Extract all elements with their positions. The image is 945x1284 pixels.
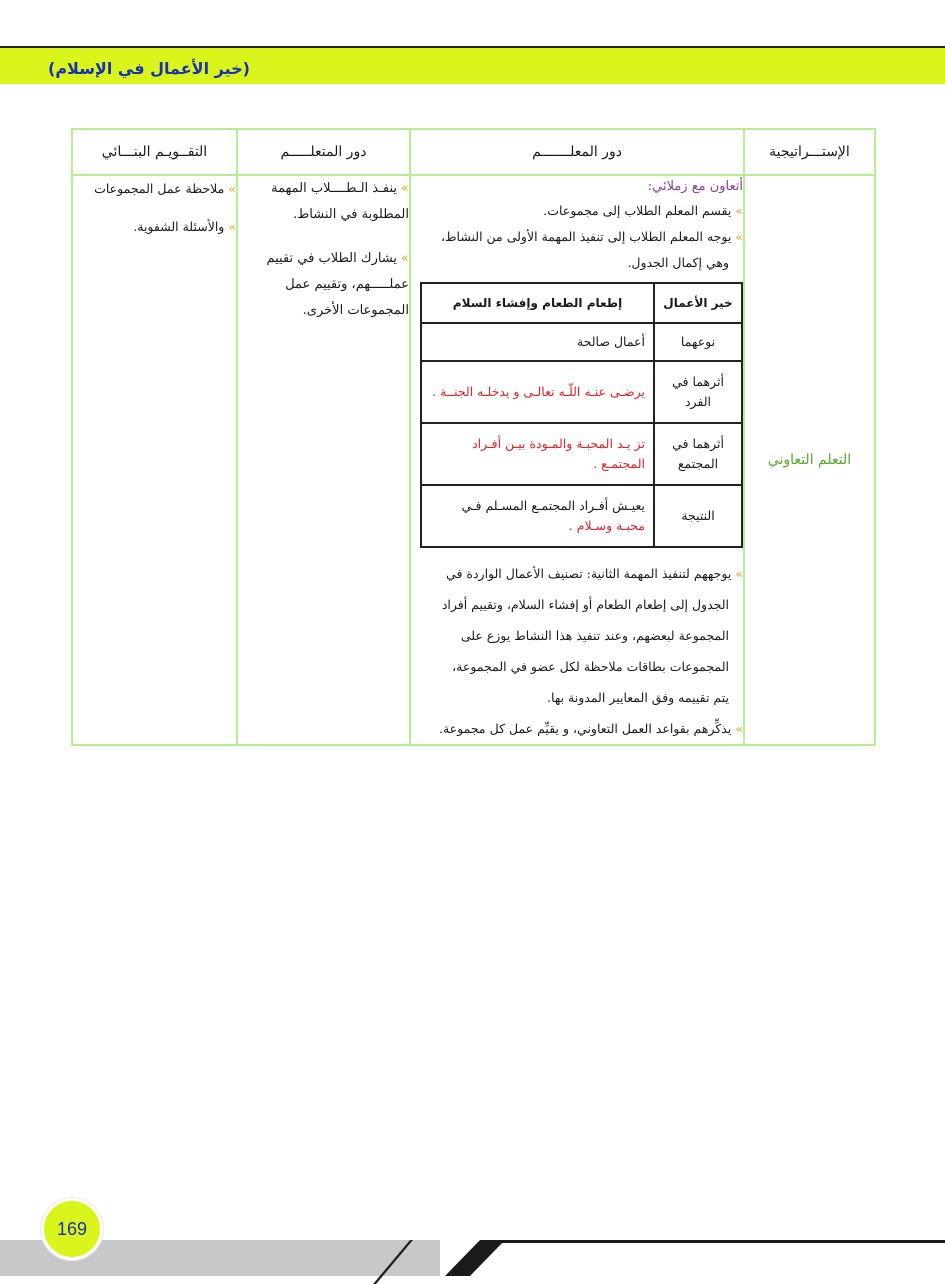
teacher-role-cell [410,175,744,745]
row-value: أعمال صالحة [421,323,654,361]
page-title: (خير الأعمال في الإسلام) [48,59,250,78]
table-row [421,423,742,485]
footer-rule [493,1240,945,1243]
learner-role-cell [237,175,410,745]
assessment-cell [72,175,237,745]
bullet-icon: » [735,229,743,244]
bullet-icon: » [401,181,409,196]
bullet-icon: » [735,203,743,218]
lesson-plan-table [71,128,876,746]
list-item: »يوجه المعلم الطلاب إلى تنفيذ المهمة الأولى من النشاط، [440,229,743,244]
header-learner-role: دور المتعلـــــم [237,129,410,175]
works-header-label: خير الأعمال [654,283,742,323]
table-row [421,323,742,361]
list-item: »يشارك الطلاب في تقييم عملـــــهم، وتقييم عمل المجموعات الأخرى. [266,251,409,318]
table-row [421,361,742,423]
list-item-continuation: وهي إكمال الجدول. [627,255,729,270]
page-number: 169 [56,1219,88,1239]
list-item-continuation: الجدول إلى إطعام الطعام أو إفشاء السلام، وتقييم أفراد [441,597,729,612]
list-item-continuation: يتم تقييمه وفق المعايير المدونة بها. [547,690,729,705]
table-header-row [72,129,875,175]
list-item: »والأسئلة الشفوية. [133,219,236,234]
bullet-icon: » [228,219,236,234]
list-item: »يوجههم لتنفيذ المهمة الثانية: تصنيف الأعمال الواردة في [446,566,743,581]
row-value: يرضـى عنـه اللّـه تعالـى و يدخلـه الجنــة . [421,361,654,423]
works-header-value: إطعام الطعام وإفشاء السلام [421,283,654,323]
bullet-icon: » [401,251,409,266]
row-label: النتيجة [654,485,742,547]
header-teacher-role: دور المعلـــــــم [410,129,744,175]
row-label: أثرهما في المجتمع [654,423,742,485]
task-title: أتعاون مع زملائي: [647,179,743,194]
strategy-cell [744,175,875,745]
bullet-icon: » [735,721,743,736]
works-table-header [421,283,742,323]
row-value: يعيـش أفـراد المجتمـع المسـلم فـي محبـة وسـلام . [421,485,654,547]
page-number-badge [41,1198,103,1260]
bullet-icon: » [735,566,743,581]
row-value: تز يـد المحبـة والمـودة بيـن أفـراد المجتمـع . [421,423,654,485]
header-strategy: الإستـــراتيجية [744,129,875,175]
footer-dark-stripe [445,1240,505,1276]
works-table [420,282,743,548]
list-item: »ينفـذ الـطــــلاب المهمة المطلوبة في النشاط. [271,181,409,222]
table-row [421,485,742,547]
row-label: أثرهما في الفرد [654,361,742,423]
bullet-icon: » [228,181,236,196]
header-assessment: التقــويـم البنـــائي [72,129,237,175]
list-item-continuation: المجموعات بطاقات ملاحظة لكل عضو في المجموعة، [452,659,729,674]
row-label: نوعهما [654,323,742,361]
header-bar [0,46,945,84]
strategy-label: التعلم التعاوني [767,452,852,468]
table-row [72,175,875,745]
list-item-continuation: المجموعة لبعضهم، وعند تنفيذ هذا النشاط يوزع على [460,628,729,643]
list-item: »يقسم المعلم الطلاب إلى مجموعات. [543,203,743,218]
list-item: »يذكِّرهم بقواعد العمل التعاوني، و يقيِّم عمل كل مجموعة. [439,721,743,736]
list-item: »ملاحظة عمل المجموعات [94,181,236,196]
